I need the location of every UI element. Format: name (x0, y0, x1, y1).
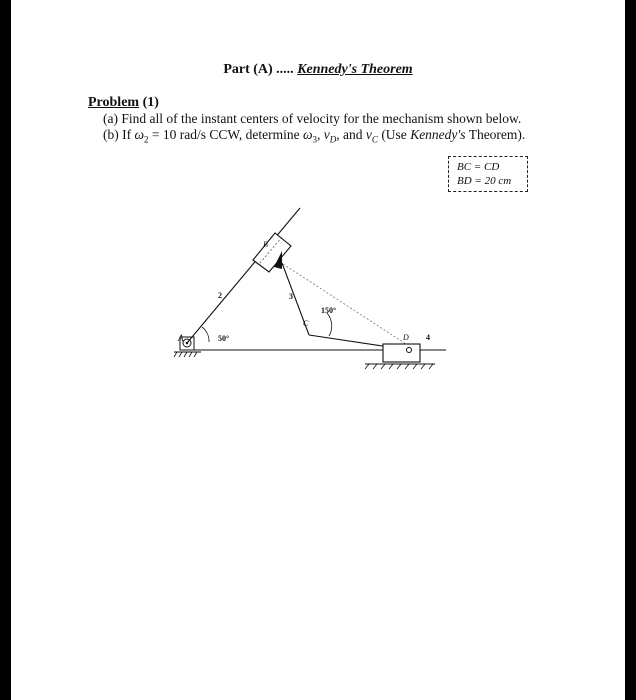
mechanism-diagram (11, 0, 625, 700)
omega-2-subscript: 2 (144, 134, 149, 145)
problem-number: (1) (142, 95, 159, 110)
bd-dashed-line (283, 264, 409, 346)
document-page (11, 0, 625, 700)
given-bc-cd: BC = CD (457, 161, 500, 173)
angle-arc-a (202, 327, 209, 342)
label-c: C (303, 319, 309, 328)
use-text: (Use (377, 127, 411, 142)
omega-3-subscript: 3 (312, 134, 318, 145)
part-b-value: = 10 rad/s CCW, determine (148, 127, 303, 142)
part-label: Part (A) ..... (223, 62, 294, 77)
label-link-4: 4 (426, 333, 430, 342)
v-c-subscript: C (371, 134, 378, 145)
label-d: D (403, 333, 409, 342)
problem-label: Problem (88, 95, 140, 110)
label-link-2: 2 (218, 291, 222, 300)
given-bd-text: BD = 20 cm (457, 175, 512, 187)
label-link-3: 3 (289, 292, 293, 301)
angle-arc-c (327, 313, 332, 336)
slider-block-b (253, 233, 291, 272)
angle-label-c: 150° (321, 306, 337, 315)
slider-block-d (383, 344, 420, 362)
theorem-title: Kennedy's Theorem (297, 62, 413, 77)
v-d-symbol: v (323, 127, 330, 142)
omega-2-symbol: ω (134, 127, 145, 142)
omega-3-symbol: ω (303, 127, 313, 142)
link-2-rod (187, 208, 300, 343)
v-c-symbol: v (365, 127, 372, 142)
theorem-suffix: Theorem). (465, 127, 526, 142)
comma: , (317, 127, 324, 142)
v-d-subscript: D (329, 134, 337, 145)
and-text: , and (336, 127, 366, 142)
ground-hatch-d (365, 364, 435, 369)
angle-label-a: 50° (218, 334, 230, 343)
label-a: A (178, 333, 184, 343)
theorem-reference: Kennedy's (410, 127, 466, 142)
label-b: B (263, 240, 268, 249)
question-part-a: (a) Find all of the instant centers of velocity for the mechanism shown below. (103, 111, 522, 126)
part-b-prefix: (b) If (103, 127, 135, 142)
